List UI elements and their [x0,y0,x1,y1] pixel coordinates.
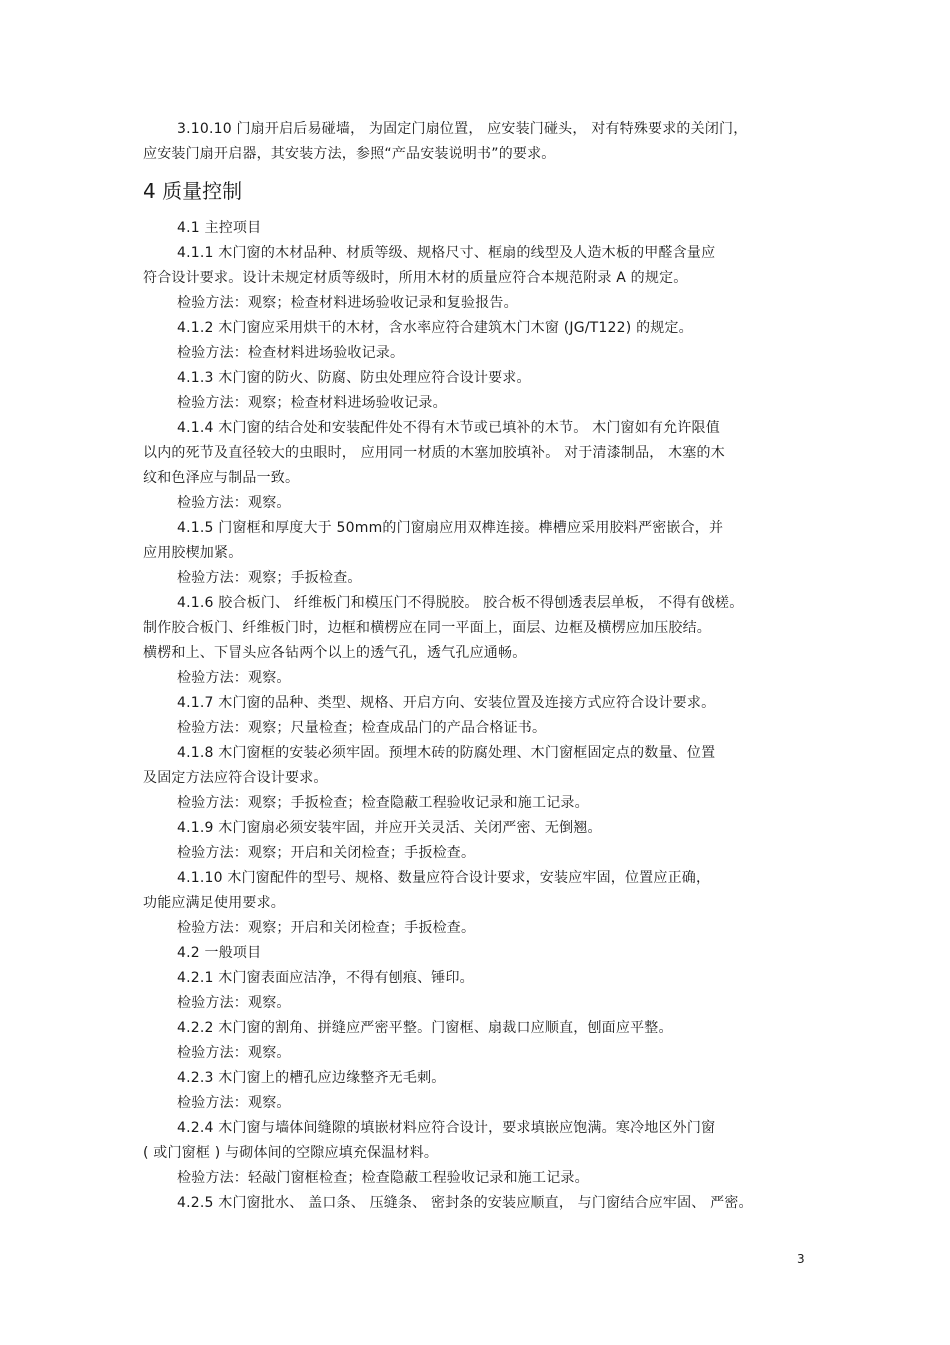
page-number: 3 [797,1252,805,1266]
text-line: 3.10.10 门扇开启后易碰墙， 为固定门扇位置， 应安装门碰头， 对有特殊要求的关闭门， [177,121,748,137]
text-line: 检验方法：观察。 [177,495,291,511]
text-line: 检验方法：检查材料进场验收记录。 [177,345,405,361]
text-line: 横楞和上、下冒头应各钻两个以上的透气孔，透气孔应通畅。 [143,645,527,661]
text-line: 检验方法：观察；开启和关闭检查；手扳检查。 [177,845,476,861]
text-line: 以内的死节及直径较大的虫眼时， 应用同一材质的木塞加胶填补。 对于清漆制品， 木塞的木 [143,445,725,461]
text-line: 功能应满足使用要求。 [143,895,285,911]
text-line: 4.2.5 木门窗批水、 盖口条、 压缝条、 密封条的安装应顺直， 与门窗结合应牢固、 严密。 [177,1195,753,1211]
text-line: 检验方法：观察。 [177,670,291,686]
text-line: 检验方法：观察。 [177,995,291,1011]
text-line: 4.2.1 木门窗表面应洁净，不得有刨痕、锤印。 [177,970,474,986]
text-line: 检验方法：观察；手扳检查。 [177,570,362,586]
text-line: 4.1.6 胶合板门、 纤维板门和模压门不得脱胶。 胶合板不得刨透表层单板， 不得有戗槎。 [177,595,744,611]
text-line: 纹和色泽应与制品一致。 [143,470,300,486]
text-line: 检验方法：观察；手扳检查；检查隐蔽工程验收记录和施工记录。 [177,795,589,811]
text-line: 检验方法：观察；开启和关闭检查；手扳检查。 [177,920,476,936]
text-line: 4.2.4 木门窗与墙体间缝隙的填嵌材料应符合设计，要求填嵌应饱满。寒冷地区外门窗 [177,1120,716,1136]
text-line: 4.1.2 木门窗应采用烘干的木材，含水率应符合建筑木门木窗 (JG/T122) 的规定。 [177,320,693,336]
subsection-heading: 4.1 主控项目 [177,220,262,236]
text-line: 4.1.9 木门窗扇必须安装牢固，并应开关灵活、关闭严密、无倒翘。 [177,820,602,836]
text-line: 符合设计要求。设计未规定材质等级时，所用木材的质量应符合本规范附录 A 的规定。 [143,270,688,286]
text-line: 4.1.5 门窗框和厚度大于 50mm的门窗扇应用双榫连接。榫槽应采用胶料严密嵌合，并 [177,520,724,536]
text-line: 4.1.10 木门窗配件的型号、规格、数量应符合设计要求，安装应牢固，位置应正确， [177,870,711,886]
text-line: 检验方法：轻敲门窗框检查；检查隐蔽工程验收记录和施工记录。 [177,1170,589,1186]
text-line: 检验方法：观察；尺量检查；检查成品门的产品合格证书。 [177,720,547,736]
text-line: 制作胶合板门、纤维板门时，边框和横楞应在同一平面上，面层、边框及横楞应加压胶结。 [143,620,711,636]
text-line: 检验方法：观察；检查材料进场验收记录和复验报告。 [177,295,518,311]
text-line: ( 或门窗框 ) 与砌体间的空隙应填充保温材料。 [143,1145,439,1161]
text-line: 应安装门扇开启器，其安装方法，参照“产品安装说明书”的要求。 [143,146,556,162]
section-heading: 4 质量控制 [143,179,243,203]
text-line: 4.1.8 木门窗框的安装必须牢固。预埋木砖的防腐处理、木门窗框固定点的数量、位置 [177,745,716,761]
text-line: 4.1.7 木门窗的品种、类型、规格、开启方向、安装位置及连接方式应符合设计要求。 [177,695,716,711]
text-line: 4.1.4 木门窗的结合处和安装配件处不得有木节或已填补的木节。 木门窗如有允许限值 [177,420,720,436]
text-line: 4.2.2 木门窗的割角、拼缝应严密平整。门窗框、扇裁口应顺直，刨面应平整。 [177,1020,673,1036]
text-line: 4.1.3 木门窗的防火、防腐、防虫处理应符合设计要求。 [177,370,531,386]
text-line: 检验方法：观察；检查材料进场验收记录。 [177,395,447,411]
text-line: 4.1.1 木门窗的木材品种、材质等级、规格尺寸、框扇的线型及人造木板的甲醛含量应 [177,245,716,261]
text-line: 应用胶楔加紧。 [143,545,243,561]
text-line: 检验方法：观察。 [177,1095,291,1111]
subsection-heading: 4.2 一般项目 [177,945,262,961]
text-line: 及固定方法应符合设计要求。 [143,770,328,786]
text-line: 4.2.3 木门窗上的槽孔应边缘整齐无毛刺。 [177,1070,446,1086]
text-line: 检验方法：观察。 [177,1045,291,1061]
